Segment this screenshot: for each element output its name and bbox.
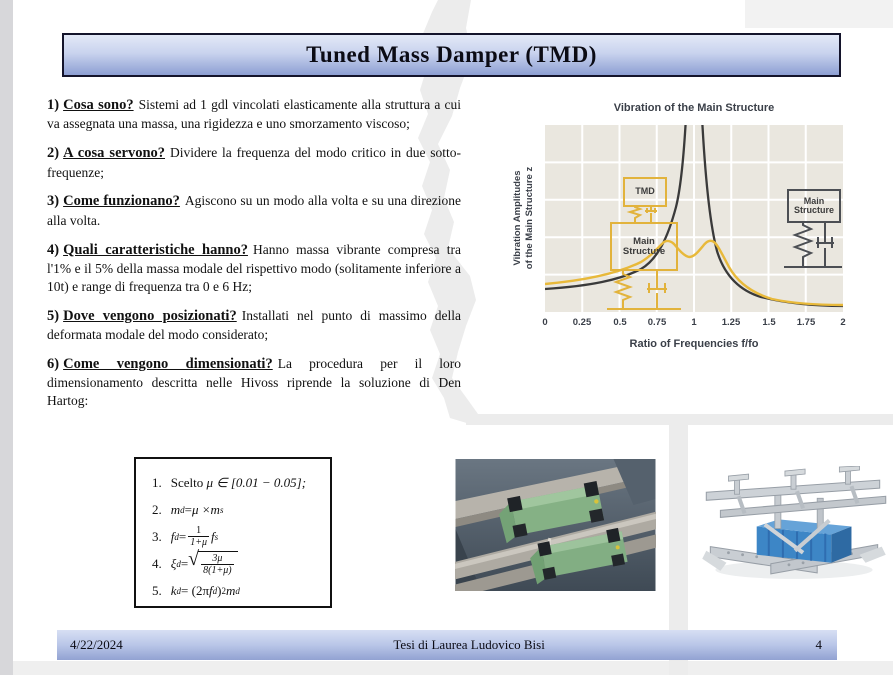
qa-heading: Come vengono dimensionati? [63,356,273,373]
fraction: $\frac{1}{1+\mu}$ [190,524,207,548]
chart-x-axis-label: Ratio of Frequencies f/fo [629,338,759,350]
footer-title: Tesi di Laurea Ludovico Bisi [393,637,545,652]
qa-number: 5) [47,307,60,324]
tmd-3d-render [698,466,890,589]
chart-x-ticks: 0 0.25 0.5 0.75 1 1.25 1.5 1.75 2 [542,317,846,328]
formula-4: 4. ξ d = √ $\frac{3\mu}{8(1+\mu)}$ [152,550,330,577]
chart-title: Vibration of the Main Structure [613,102,775,114]
qa-body: Dividere la frequenza del modo critico in due sotto-frequenze; [47,145,461,180]
qa-item-4 [47,241,461,296]
footer-date: 4/22/2024 [70,637,123,652]
qa-item-3 [47,192,461,229]
qa-heading: Quali caratteristiche hanno? [63,241,248,258]
qa-heading: Come funzionano? [63,193,180,210]
slide-title: Tuned Mass Damper (TMD) [306,42,597,67]
main-structure-gray-box: Main Structure [787,189,841,223]
fraction: $\frac{3\mu}{8(1+\mu)}$ [203,552,232,576]
den-hartog-formula-box [134,457,332,608]
qa-number: 1) [47,97,60,113]
qa-heading: Dove vengono posizionati? [63,307,237,324]
tmd-spring-damper-icon [623,205,663,222]
qa-heading: A cosa servono? [63,145,166,162]
qa-body: La procedura per il loro dimensionamento descritta nelle Hivoss riprende la soluzione di Den Hartog: [47,356,461,409]
tmd-schematic-box: TMD [623,177,667,207]
main-spring-damper-ground-yellow-icon [605,271,683,314]
qa-body: Hanno massa vibrante compresa tra l'1% e il 5% della massa modale del rispettivo modo (solitamente inferiore a 10t) e range di frequenza tra 0 e 6 Hz; [47,241,461,294]
qa-body: Agiscono su un modo alla volta e su una direzione alla volta. [47,193,461,228]
chart-y-axis-label: Vibration Amplitudes of the Main Structure z [512,166,535,270]
chart-plot-area [545,125,843,312]
qa-heading: Cosa sono? [63,97,134,113]
qa-number: 2) [47,145,60,162]
square-root: √ $\frac{3\mu}{8(1+\mu)}$ [188,551,237,577]
main-structure-yellow-box: Main Structure [610,222,678,271]
qa-body: Sistemi ad 1 gdl vincolati elasticamente alla struttura a cui va assegnata una massa, una rigidezza e uno smorzamento viscoso; [47,97,462,132]
qa-number: 3) [47,193,60,210]
footer-page-number: 4 [815,637,822,652]
slide-title-bar [62,33,841,77]
qa-column [47,96,461,421]
tmd-installation-photo [455,459,656,591]
qa-item-1 [47,96,461,133]
qa-number: 6) [47,356,60,373]
slide-footer [57,630,837,660]
qa-body: Installati nel punto di massimo della deformata modale del modo considerato; [47,307,462,343]
formula-3: 3. f d = $\frac{1}{1+\mu}$ f s [152,524,219,548]
formula-5: 5. k d = (2π f d ) 2 m d [152,582,240,598]
formula-1: 1. Scelto μ ∈ [0.01 − 0.05]; [152,474,307,490]
formula-2: 2. m d = μ × m s [152,501,224,517]
qa-item-5 [47,307,461,344]
qa-item-2 [47,144,461,181]
vibration-chart [500,100,872,368]
qa-number: 4) [47,241,60,258]
main-spring-damper-ground-gray-icon [782,221,844,273]
qa-item-6 [47,355,461,410]
